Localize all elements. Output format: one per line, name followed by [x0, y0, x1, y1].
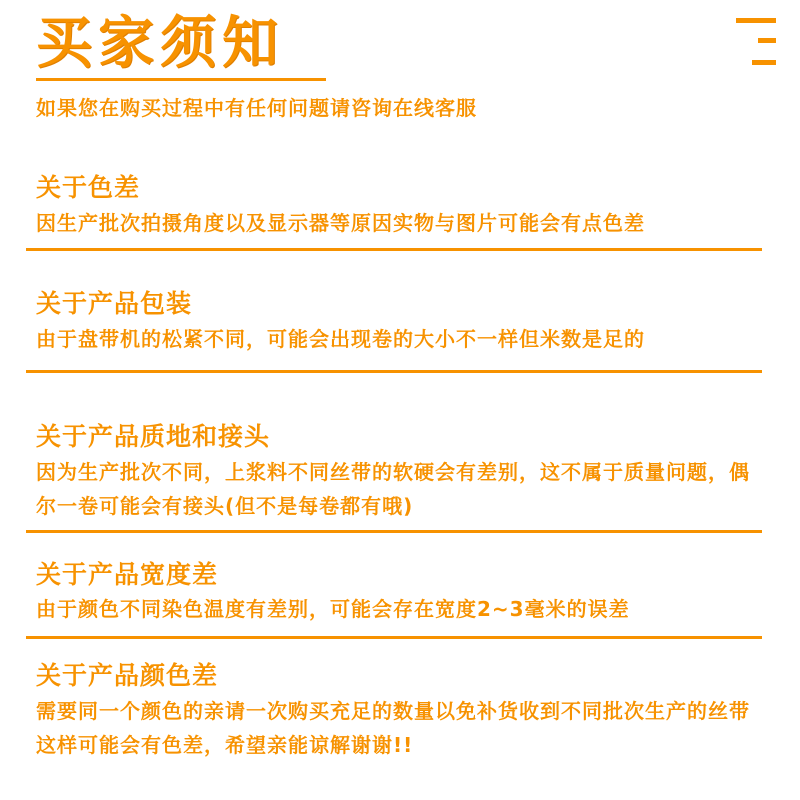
section-divider	[26, 636, 762, 639]
section-divider	[26, 248, 762, 251]
menu-icon-bar	[758, 38, 776, 43]
section-text-shade-difference: 需要同一个颜色的亲请一次购买充足的数量以免补货收到不同批次生产的丝带这样可能会有色差，希望亲能谅解谢谢!!	[36, 699, 750, 757]
page-title: 买家须知	[36, 11, 284, 76]
intro-text: 如果您在购买过程中有任何问题请咨询在线客服	[36, 96, 477, 120]
section-heading-width-difference: 关于产品宽度差	[36, 560, 219, 589]
section-heading-packaging: 关于产品包装	[36, 289, 193, 318]
section-heading-texture-joints: 关于产品质地和接头	[36, 422, 271, 451]
section-text-width-difference: 由于颜色不同染色温度有差别，可能会存在宽度2~3毫米的误差	[36, 597, 630, 621]
menu-icon-bar	[752, 60, 776, 65]
menu-icon[interactable]	[736, 18, 780, 68]
title-underline	[36, 78, 326, 81]
section-divider	[26, 530, 762, 533]
section-text-texture-joints: 因为生产批次不同，上浆料不同丝带的软硬会有差别，这不属于质量问题，偶尔一卷可能会有接头(但不是每卷都有哦)	[36, 460, 750, 518]
menu-icon-bar	[736, 18, 776, 23]
section-divider	[26, 370, 762, 373]
section-heading-color-difference: 关于色差	[36, 173, 141, 202]
section-text-packaging: 由于盘带机的松紧不同，可能会出现卷的大小不一样但米数是足的	[36, 327, 645, 351]
section-heading-shade-difference: 关于产品颜色差	[36, 661, 219, 690]
section-text-color-difference: 因生产批次拍摄角度以及显示器等原因实物与图片可能会有点色差	[36, 211, 645, 235]
